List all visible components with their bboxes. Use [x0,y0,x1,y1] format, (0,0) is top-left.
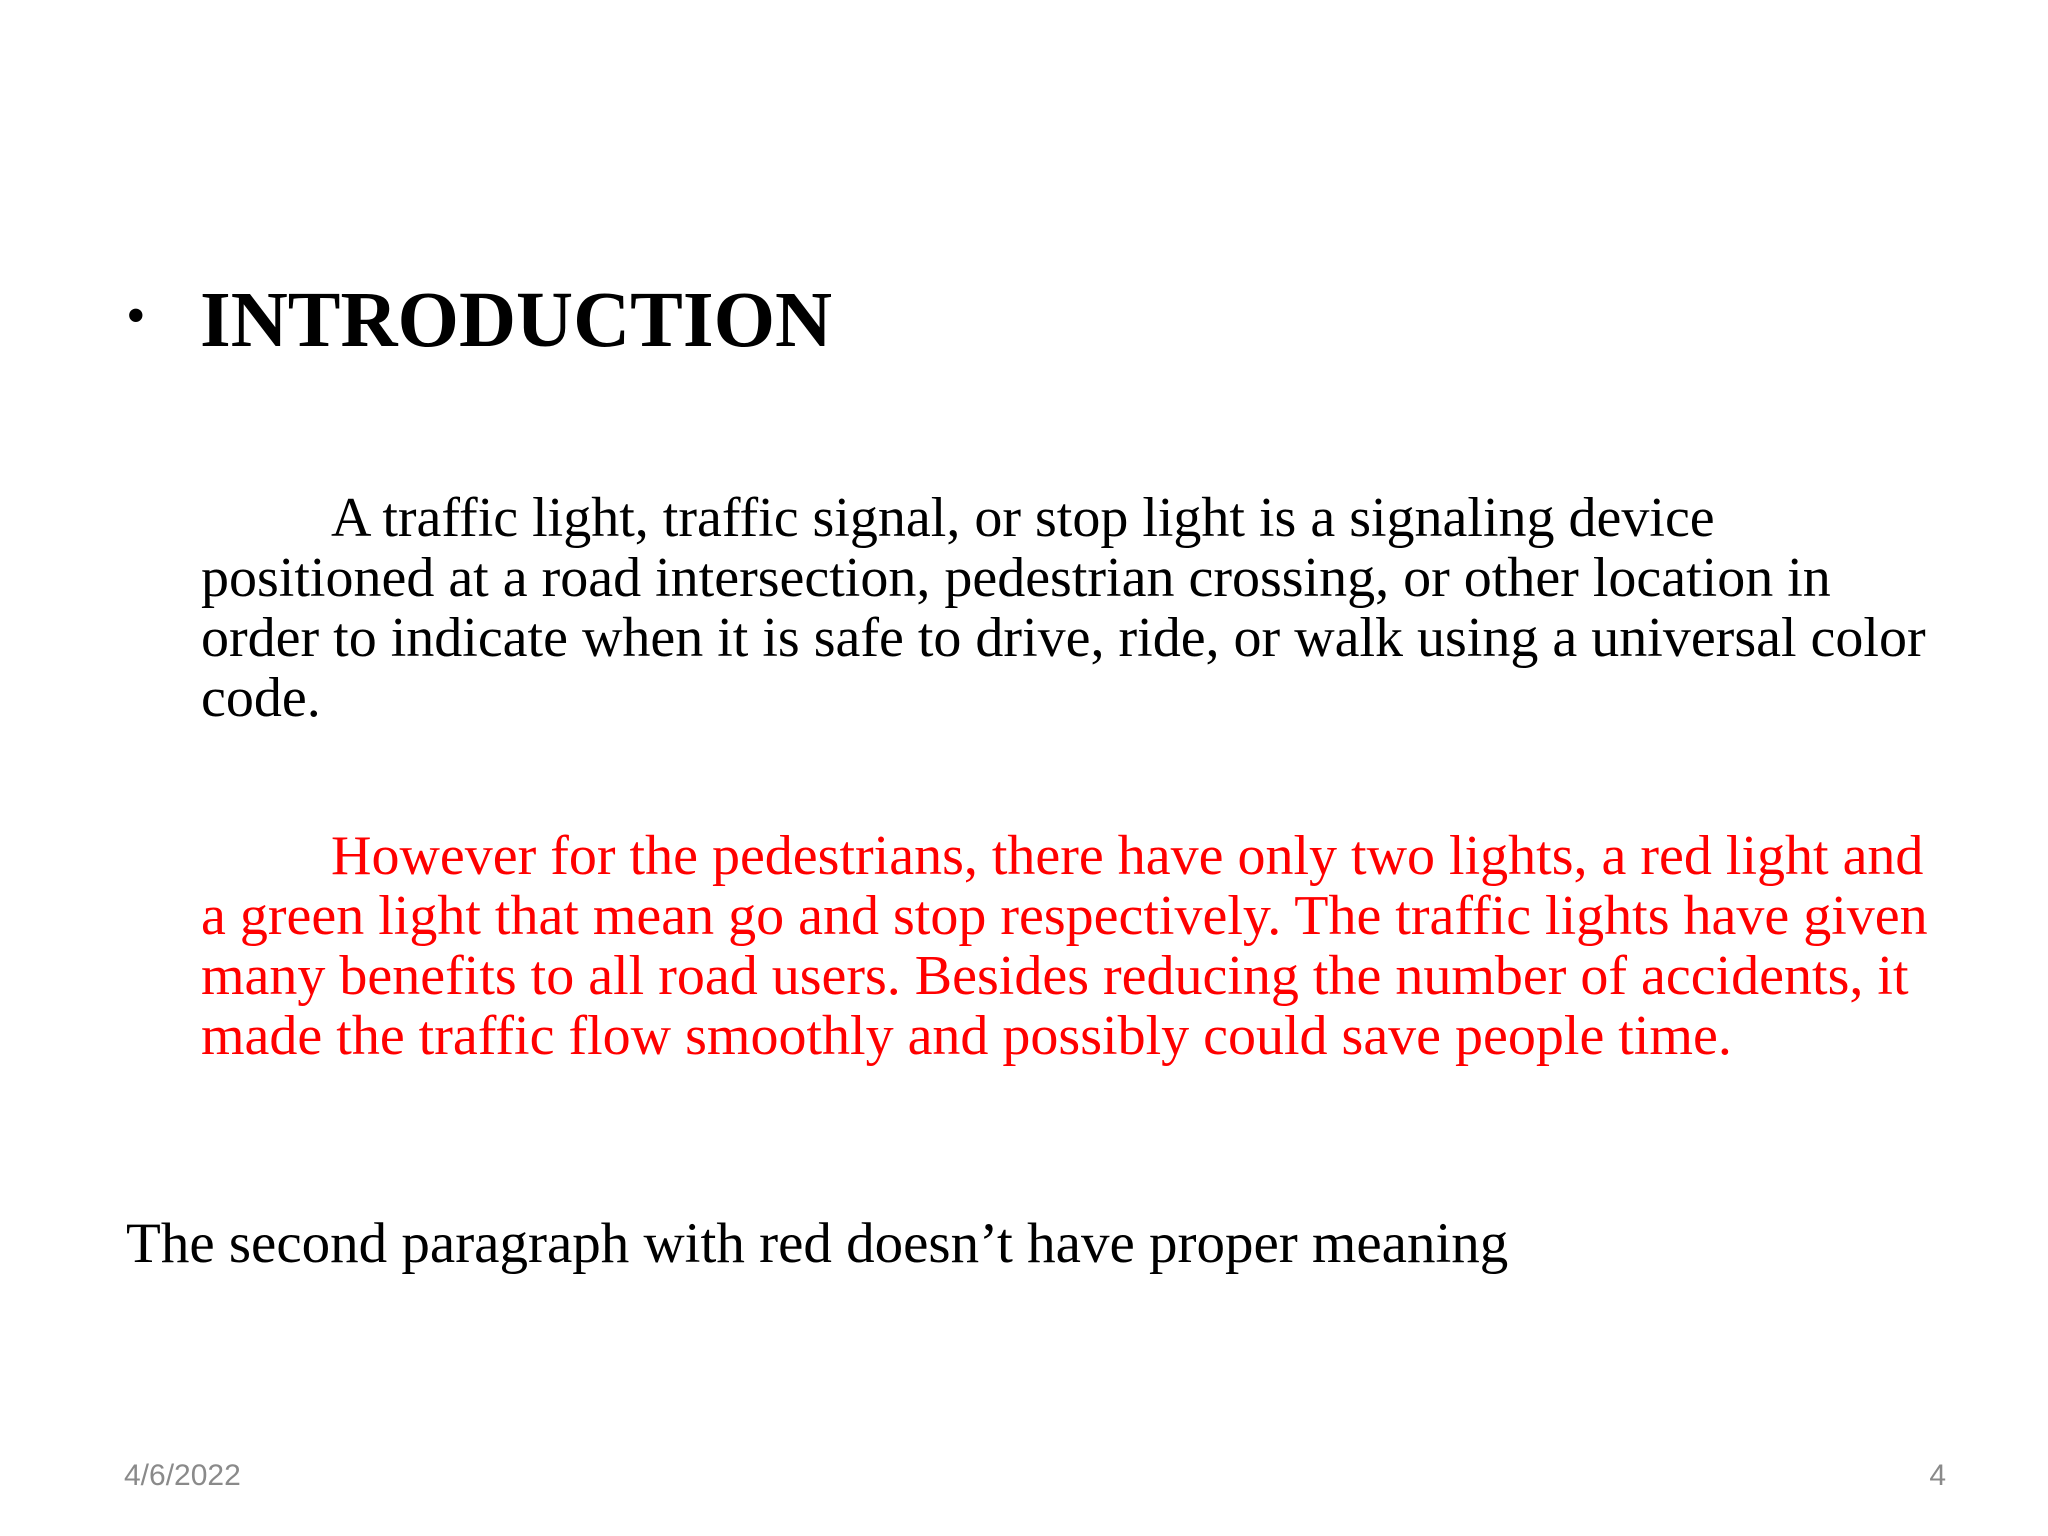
footer-page-number: 4 [1929,1459,1946,1492]
review-note: The second paragraph with red doesn’t have proper meaning [126,1212,1509,1275]
paragraph-pedestrian-lights-red: However for the pedestrians, there have only two lights, a red light and a green light that mean go and stop respectively. The traffic lights have given many benefits to all road users. Besides reducing the number of accidents, it made the traffic flow smoothly and possibly could save people time. [201,825,1928,1067]
slide-heading: INTRODUCTION [200,276,833,364]
heading-row [126,270,832,370]
paragraph-traffic-light-definition: A traffic light, traffic signal, or stop light is a signaling device positioned at a road intersection, pedestrian crossing, or other location in order to indicate when it is safe to drive, ride, or walk using a universal color code. [201,487,1926,729]
bullet-icon: • [126,285,146,347]
footer-date: 4/6/2022 [124,1459,241,1492]
